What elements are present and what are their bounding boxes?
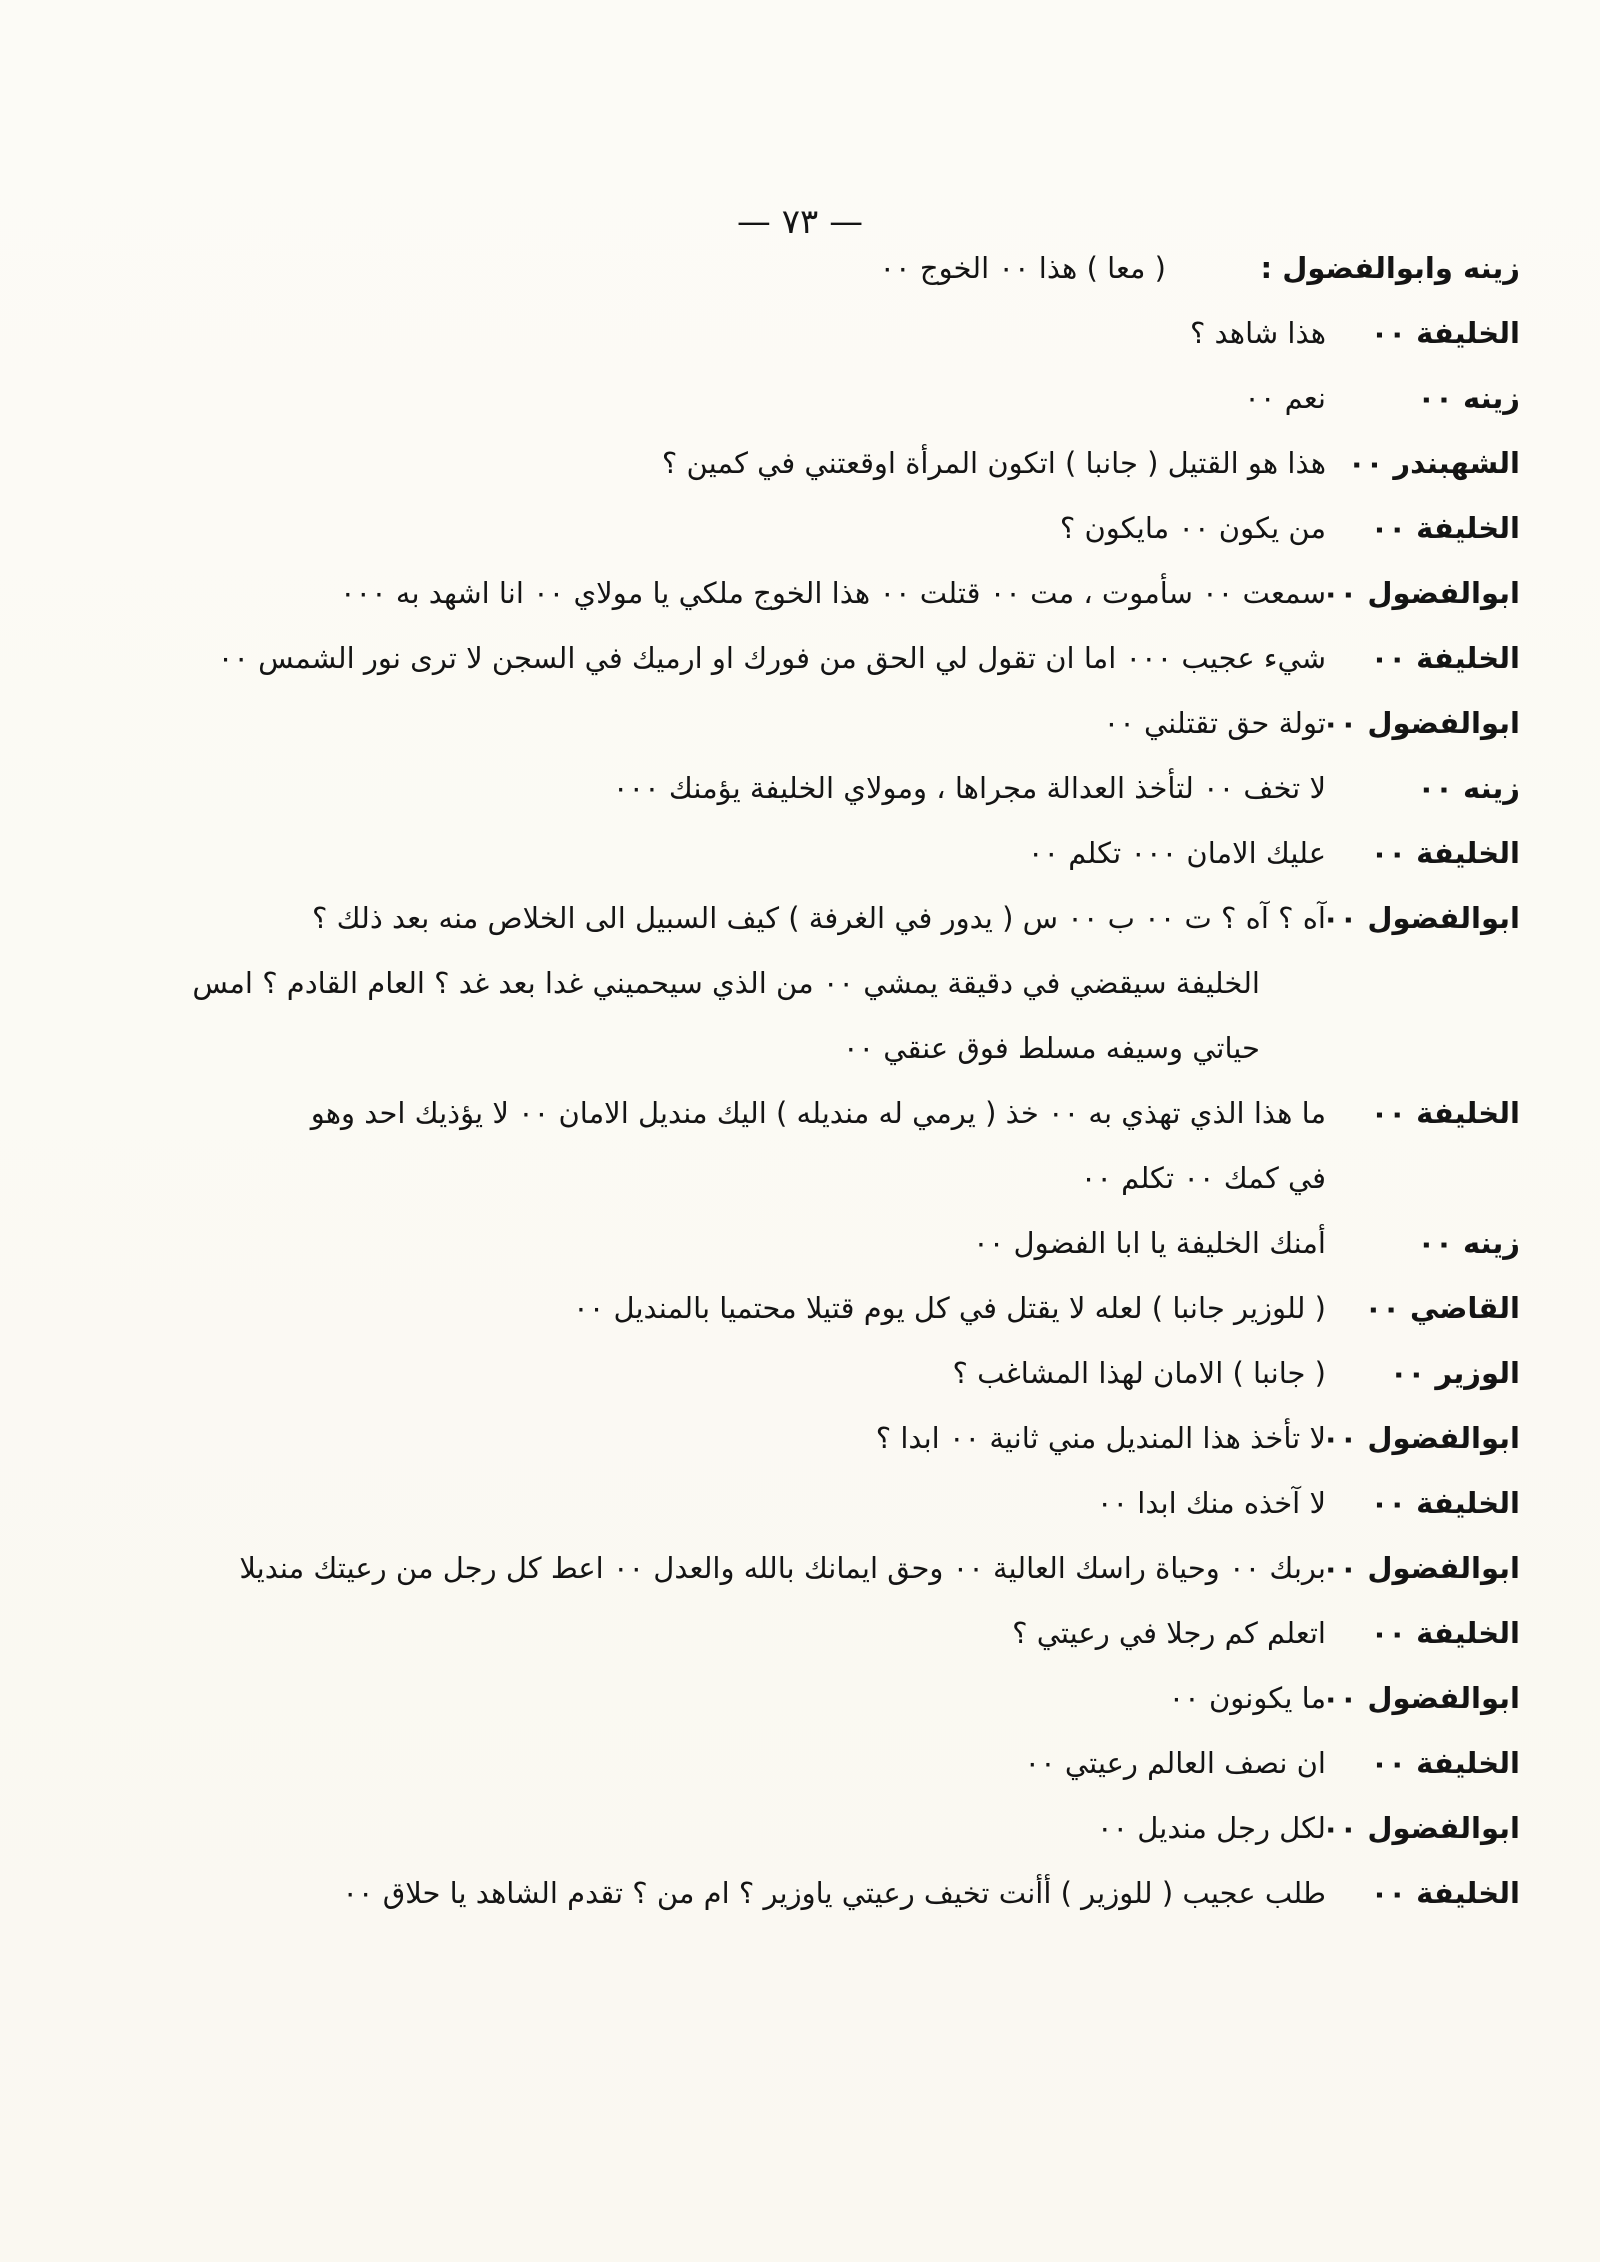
dialogue-text: من يكون ٠٠ مايكون ؟ bbox=[1059, 511, 1326, 545]
dialogue-line bbox=[75, 1675, 1520, 1740]
speaker-name: الخليفة ٠٠ bbox=[1370, 1746, 1520, 1780]
dialogue-line bbox=[75, 1285, 1520, 1350]
speaker-name: ابوالفضول ٠٠ bbox=[1321, 901, 1520, 935]
speaker-name: ابوالفضول ٠٠ bbox=[1321, 576, 1520, 610]
speaker-name: الخليفة ٠٠ bbox=[1370, 1096, 1520, 1130]
speaker-name: زينه ٠٠ bbox=[1417, 381, 1520, 415]
dialogue-text: لا تأخذ هذا المنديل مني ثانية ٠٠ ابدا ؟ bbox=[875, 1421, 1326, 1455]
dialogue-continuation-line bbox=[75, 1025, 1520, 1090]
dialogue-text: اتعلم كم رجلا في رعيتي ؟ bbox=[1012, 1616, 1326, 1650]
speaker-name: ابوالفضول ٠٠ bbox=[1321, 1811, 1520, 1845]
dialogue-line bbox=[75, 570, 1520, 635]
dialogue-text: نعم ٠٠ bbox=[1244, 381, 1326, 415]
speaker-name: الخليفة ٠٠ bbox=[1370, 511, 1520, 545]
dialogue-text: أمنك الخليفة يا ابا الفضول ٠٠ bbox=[973, 1226, 1326, 1260]
dialogue-line bbox=[75, 635, 1520, 700]
dialogue-text: آه ؟ آه ؟ ت ٠٠ ب ٠٠ س ( يدور في الغرفة ) كيف السبيل الى الخلاص منه بعد ذلك ؟ bbox=[311, 901, 1326, 935]
dialogue-text: ( للوزير جانبا ) لعله لا يقتل في كل يوم قتيلا محتميا بالمنديل ٠٠ bbox=[573, 1291, 1326, 1325]
dialogue-line bbox=[75, 375, 1520, 440]
dialogue-text: ( معا ) هذا ٠٠ الخوج ٠٠ bbox=[879, 251, 1166, 285]
dialogue-continuation-line bbox=[75, 1155, 1520, 1220]
speaker-name: الخليفة ٠٠ bbox=[1370, 641, 1520, 675]
dialogue-line bbox=[75, 1480, 1520, 1545]
dialogue-text: عليك الامان ٠٠٠ تكلم ٠٠ bbox=[1027, 836, 1326, 870]
dialogue-text: ان نصف العالم رعيتي ٠٠ bbox=[1024, 1746, 1326, 1780]
dialogue-text: لكل رجل منديل ٠٠ bbox=[1096, 1811, 1326, 1845]
dialogue-line bbox=[75, 1805, 1520, 1870]
dialogue-text: سمعت ٠٠ سأموت ، مت ٠٠ قتلت ٠٠ هذا الخوج ملكي يا مولاي ٠٠ انا اشهد به ٠٠٠ bbox=[339, 576, 1326, 610]
dialogue-line bbox=[75, 1090, 1520, 1155]
speaker-name: ابوالفضول ٠٠ bbox=[1321, 1551, 1520, 1585]
speaker-name: زينه وابوالفضول : bbox=[1260, 251, 1520, 285]
dialogue-line bbox=[75, 700, 1520, 765]
dialogue-line bbox=[75, 505, 1520, 570]
dialogue-text: بربك ٠٠ وحياة راسك العالية ٠٠ وحق ايمانك بالله والعدل ٠٠ اعط كل رجل من رعيتك منديلا bbox=[239, 1551, 1326, 1585]
speaker-name: الخليفة ٠٠ bbox=[1370, 1876, 1520, 1910]
speaker-name: الخليفة ٠٠ bbox=[1370, 1486, 1520, 1520]
dialogue-text: لا تخف ٠٠ لتأخذ العدالة مجراها ، ومولاي الخليفة يؤمنك ٠٠٠ bbox=[612, 771, 1326, 805]
dialogue-text: ( جانبا ) الامان لهذا المشاغب ؟ bbox=[952, 1356, 1326, 1390]
speaker-name: ابوالفضول ٠٠ bbox=[1321, 706, 1520, 740]
dialogue-line bbox=[75, 830, 1520, 895]
page-number: — ٧٣ — bbox=[736, 202, 864, 242]
dialogue-list bbox=[75, 245, 1520, 1935]
speaker-name: ابوالفضول ٠٠ bbox=[1321, 1681, 1520, 1715]
dialogue-text: لا آخذه منك ابدا ٠٠ bbox=[1096, 1486, 1326, 1520]
dialogue-text: ما هذا الذي تهذي به ٠٠ خذ ( يرمي له منديله ) اليك منديل الامان ٠٠ لا يؤذيك احد وهو bbox=[310, 1096, 1326, 1130]
dialogue-text: طلب عجيب ( للوزير ) أأنت تخيف رعيتي ياوزير ؟ ام من ؟ تقدم الشاهد يا حلاق ٠٠ bbox=[342, 1876, 1326, 1910]
dialogue-line bbox=[75, 1610, 1520, 1675]
dialogue-text: شيء عجيب ٠٠٠ اما ان تقول لي الحق من فورك او ارميك في السجن لا ترى نور الشمس ٠٠ bbox=[217, 641, 1326, 675]
dialogue-line bbox=[75, 895, 1520, 960]
dialogue-text: تولة حق تقتلني ٠٠ bbox=[1103, 706, 1326, 740]
speaker-name: ابوالفضول ٠٠ bbox=[1321, 1421, 1520, 1455]
dialogue-text: ما يكونون ٠٠ bbox=[1168, 1681, 1326, 1715]
speaker-name: الشهبندر ٠٠ bbox=[1347, 446, 1520, 480]
speaker-name: الخليفة ٠٠ bbox=[1370, 836, 1520, 870]
dialogue-line bbox=[75, 310, 1520, 375]
dialogue-text: حياتي وسيفه مسلط فوق عنقي ٠٠ bbox=[842, 1031, 1260, 1065]
speaker-name: القاضي ٠٠ bbox=[1364, 1291, 1520, 1325]
speaker-name: زينه ٠٠ bbox=[1417, 1226, 1520, 1260]
dialogue-continuation-line bbox=[75, 960, 1520, 1025]
dialogue-line bbox=[75, 440, 1520, 505]
dialogue-line bbox=[75, 1350, 1520, 1415]
dialogue-line bbox=[75, 1870, 1520, 1935]
speaker-name: الوزير ٠٠ bbox=[1389, 1356, 1520, 1390]
dialogue-text: في كمك ٠٠ تكلم ٠٠ bbox=[1080, 1161, 1326, 1195]
dialogue-line bbox=[75, 1740, 1520, 1805]
speaker-name: زينه ٠٠ bbox=[1417, 771, 1520, 805]
speaker-name: الخليفة ٠٠ bbox=[1370, 316, 1520, 350]
dialogue-text: هذا هو القتيل ( جانبا ) اتكون المرأة اوقعتني في كمين ؟ bbox=[661, 446, 1326, 480]
dialogue-line bbox=[75, 1220, 1520, 1285]
dialogue-line bbox=[75, 1545, 1520, 1610]
dialogue-line bbox=[75, 245, 1520, 310]
dialogue-line bbox=[75, 765, 1520, 830]
speaker-name: الخليفة ٠٠ bbox=[1370, 1616, 1520, 1650]
dialogue-line bbox=[75, 1415, 1520, 1480]
dialogue-text: الخليفة سيقضي في دقيقة يمشي ٠٠ من الذي سيحميني غدا بعد غد ؟ العام القادم ؟ امس bbox=[192, 966, 1260, 1000]
dialogue-text: هذا شاهد ؟ bbox=[1189, 316, 1326, 350]
